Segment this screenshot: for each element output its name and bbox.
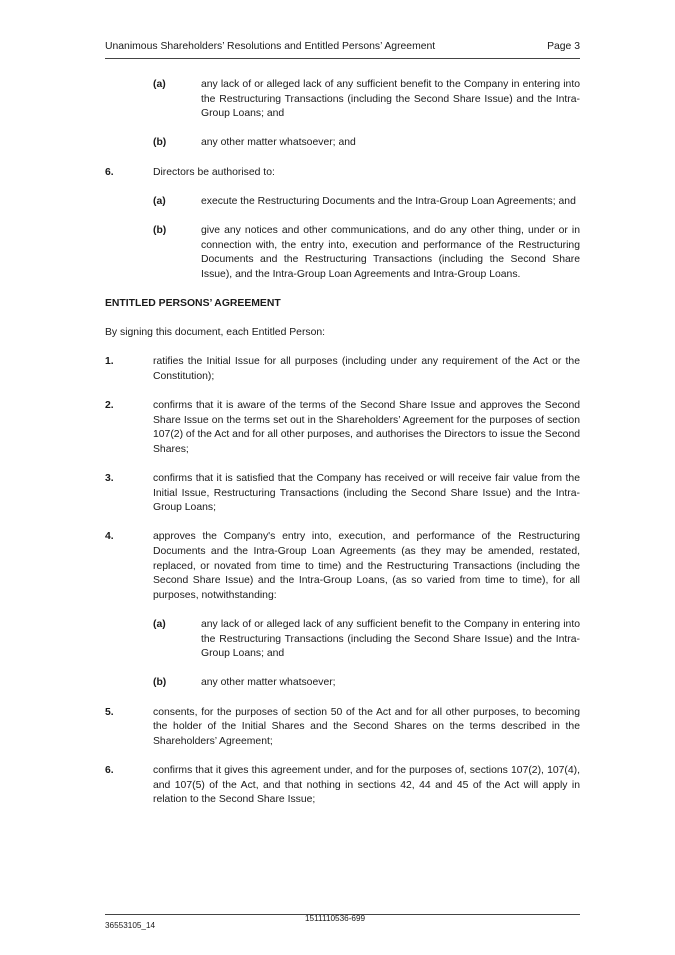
sub-text: give any notices and other communications, and do any other thing, under or in connection with, the entry into, execution and performance of the Restructuring Documents and the Restructuring Transactions (including the Second Share Issue), and the Intra-Group Loan Agreements and Intra-Group Loans.	[201, 224, 580, 280]
item-text: approves the Company's entry into, execution, and performance of the Restructuring Documents and the Intra-Group Loan Agreements (as they may be amended, restated, replaced, or novated from time to time) and the Restructuring Transactions (including the Second Share Issue) and the Intra-Group Loans, (as so varied from time to time), for all purposes, notwithstanding:	[153, 531, 580, 601]
sub-label: (b)	[153, 677, 167, 689]
item-text: consents, for the purposes of section 50 of the Act and for all other purposes, to becoming the holder of the Initial Shares and the Second Shares on the terms described in the Shareholders’ Agreement;	[153, 706, 580, 747]
resolution-5a	[105, 78, 580, 122]
agreement-item-1	[105, 355, 580, 384]
agreement-item-4a	[105, 618, 580, 662]
sub-label: (a)	[153, 79, 166, 90]
section-intro: By signing this document, each Entitled Person:	[105, 327, 326, 339]
item-text: ratifies the Initial Issue for all purposes (including under any requirement of the Act or the Constitution);	[153, 356, 580, 382]
header-title: Unanimous Shareholders’ Resolutions and Entitled Persons’ Agreement	[105, 41, 436, 52]
sub-text: any other matter whatsoever;	[201, 677, 336, 689]
item-text: confirms that it gives this agreement under, and for the purposes of, sections 107(2), 107(4), and 107(5) of the Act, and that nothing in sections 42, 44 and 45 of the Act will apply in relation to the Second Share Issue;	[153, 764, 580, 806]
item-number: 5.	[105, 706, 114, 718]
resolution-6b	[105, 224, 580, 282]
sub-text: any lack of or alleged lack of any sufficient benefit to the Company in entering into the Restructuring Transactions (including the Second Share Issue) and the Intra-Group Loans; and	[201, 79, 580, 120]
sub-text: execute the Restructuring Documents and the Intra-Group Loan Agreements; and	[201, 195, 576, 207]
resolution-5b	[105, 136, 580, 151]
document-reference: 36553105_14	[105, 921, 156, 930]
item-text: confirms that it is aware of the terms of the Second Share Issue and approves the Second Share Issue on the terms set out in the Shareholders’ Agreement for the purposes of section 107(2) of the Act and for all other purposes, and authorises the Directors to issue the Second Shares;	[153, 400, 580, 455]
sub-label: (b)	[153, 224, 167, 236]
footer-reference: 1511110536-699	[305, 914, 366, 923]
item-number: 6.	[105, 166, 114, 178]
item-number: 3.	[105, 473, 114, 485]
section-heading: ENTITLED PERSONS’ AGREEMENT	[105, 297, 281, 309]
agreement-item-5	[105, 706, 580, 750]
agreement-item-2	[105, 399, 580, 457]
sub-label: (a)	[153, 195, 166, 207]
agreement-item-4b	[105, 676, 580, 691]
resolution-6a	[105, 195, 580, 210]
agreement-item-4	[105, 530, 580, 603]
sub-label: (b)	[153, 137, 167, 149]
item-number: 1.	[105, 356, 114, 368]
resolution-6	[105, 166, 580, 181]
item-number: 4.	[105, 531, 114, 543]
agreement-item-3	[105, 472, 580, 516]
document-body	[105, 78, 580, 808]
sub-text: any lack of or alleged lack of any sufficient benefit to the Company in entering into the Restructuring Transactions (including the Second Share Issue) and the Intra-Group Loans; and	[201, 618, 580, 660]
item-text: confirms that it is satisfied that the Company has received or will receive fair value from the Initial Issue, Restructuring Transactions (including the Second Share Issue) and the Intra-Group Loans;	[153, 473, 580, 514]
sub-text: any other matter whatsoever; and	[201, 137, 356, 149]
item-number: 6.	[105, 764, 114, 776]
sub-label: (a)	[153, 618, 166, 630]
page-number: Page 3	[547, 41, 580, 52]
item-text: Directors be authorised to:	[153, 166, 275, 178]
header-divider	[105, 58, 580, 59]
agreement-item-6	[105, 764, 580, 808]
item-number: 2.	[105, 400, 114, 412]
